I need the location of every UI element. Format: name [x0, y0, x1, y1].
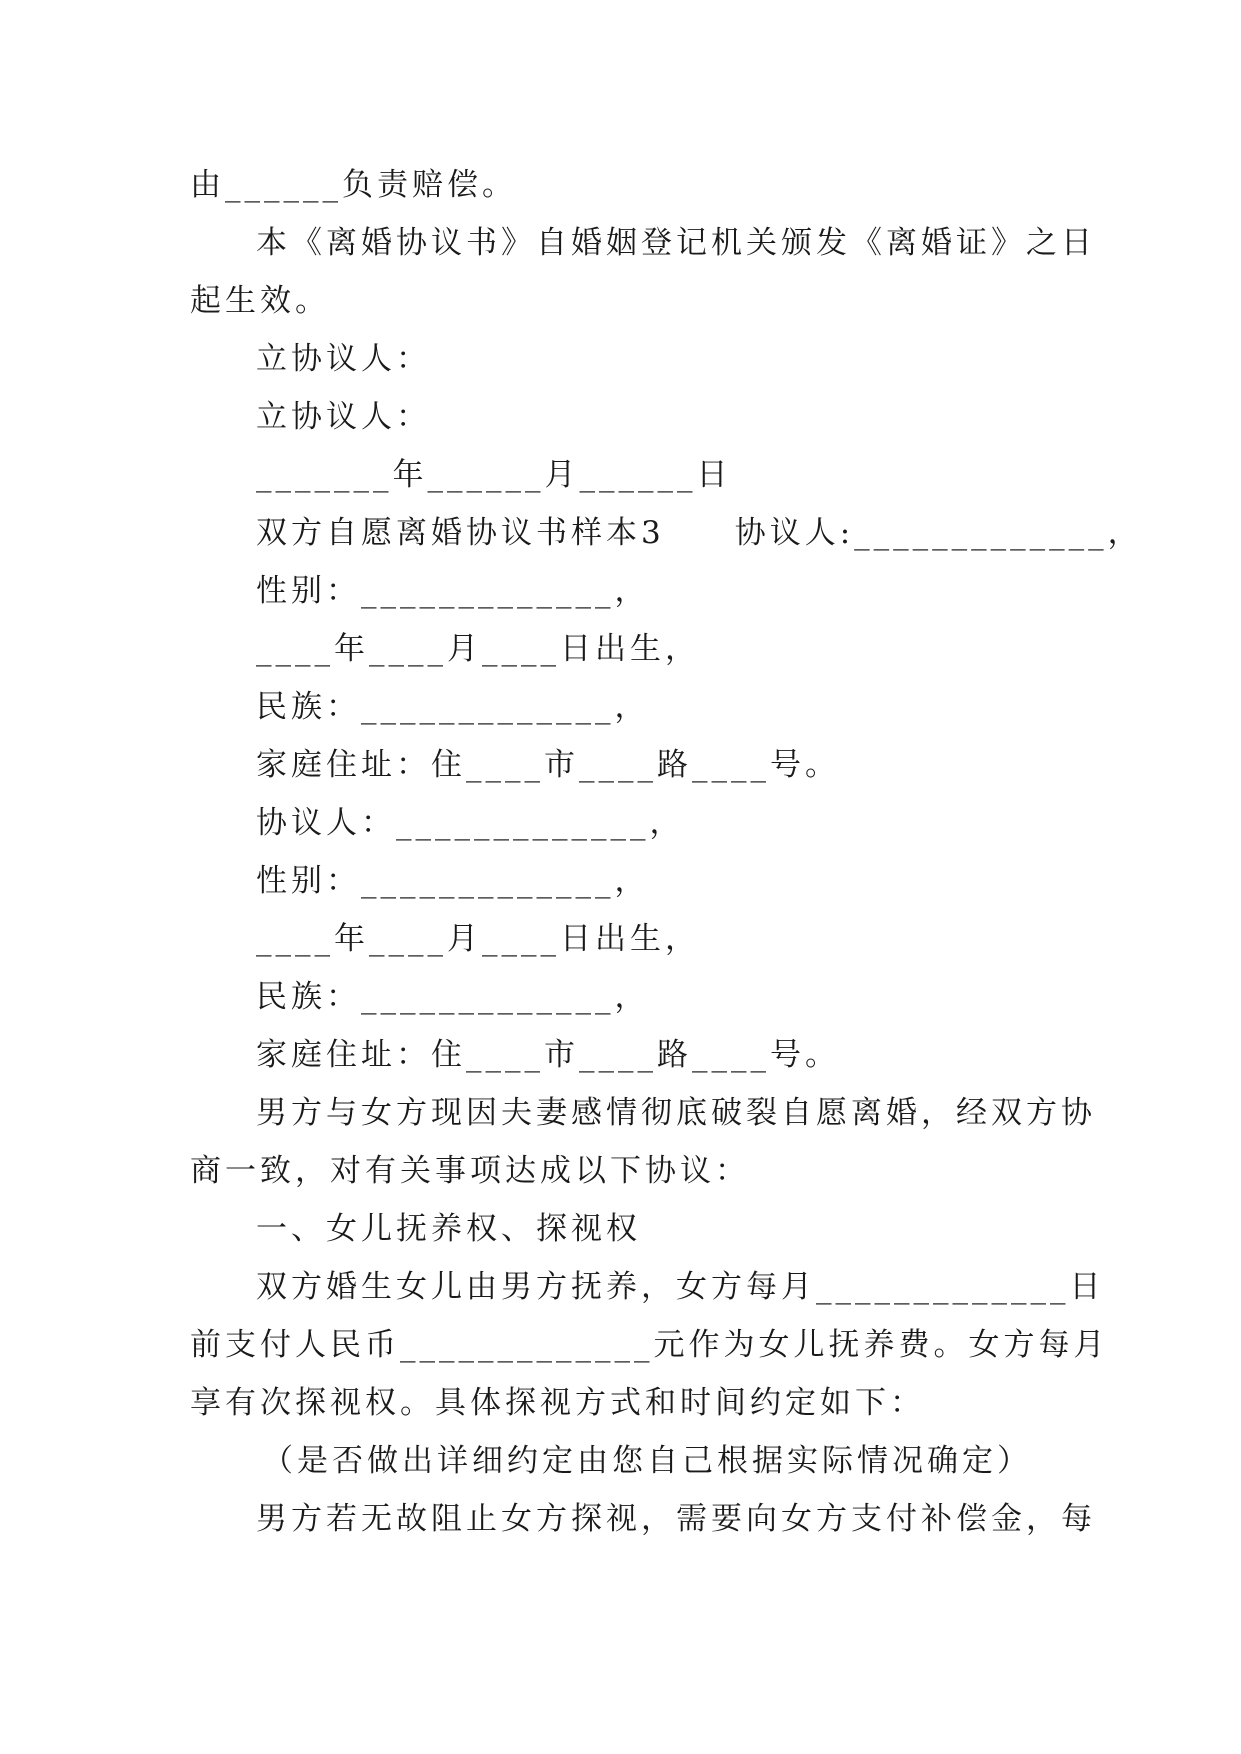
signatory-label: 立协议人： — [256, 341, 431, 377]
signatory-label: 立协议人： — [256, 399, 431, 435]
date-line: _______年______月______日 — [256, 457, 732, 493]
text-line: 享有次探视权。具体探视方式和时间约定如下： — [190, 1385, 925, 1421]
text-line: 起生效。 — [190, 283, 330, 319]
text-line: （是否做出详细约定由您自己根据实际情况确定） — [262, 1443, 1032, 1479]
text-line: 双方婚生女儿由男方抚养，女方每月_____________日 — [256, 1269, 1105, 1305]
text-line: 性别：_____________， — [256, 863, 650, 899]
text-line: 商一致，对有关事项达成以下协议： — [190, 1153, 750, 1189]
text-line: 本《离婚协议书》自婚姻登记机关颁发《离婚证》之日 — [256, 225, 1096, 261]
text-line: 协议人：_____________， — [256, 805, 685, 841]
text-line: 民族：_____________， — [256, 979, 650, 1015]
text-line: 民族：_____________， — [256, 689, 650, 725]
section-heading: 双方自愿离婚协议书样本3 协议人:_____________， — [256, 515, 1143, 551]
text-line: ____年____月____日出生， — [256, 631, 700, 667]
text-line: 男方若无故阻止女方探视，需要向女方支付补偿金，每 — [256, 1501, 1096, 1537]
text-line: 男方与女方现因夫妻感情彻底破裂自愿离婚，经双方协 — [256, 1095, 1096, 1131]
section-heading: 一、女儿抚养权、探视权 — [256, 1211, 641, 1247]
text-line: ____年____月____日出生， — [256, 921, 700, 957]
text-line: 前支付人民币_____________元作为女儿抚养费。女方每月 — [190, 1327, 1109, 1363]
text-line: 由______负责赔偿。 — [190, 167, 517, 203]
text-line: 家庭住址：住____市____路____号。 — [256, 747, 840, 783]
text-line: 家庭住址：住____市____路____号。 — [256, 1037, 840, 1073]
text-line: 性别：_____________， — [256, 573, 650, 609]
